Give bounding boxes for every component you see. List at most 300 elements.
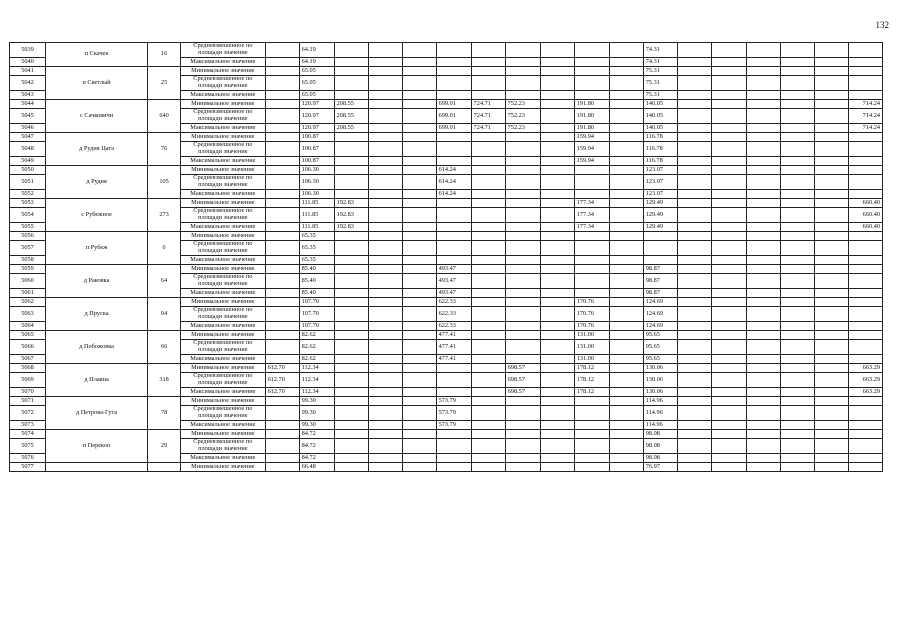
empty-cell (505, 67, 540, 76)
empty-cell (368, 91, 402, 100)
value-cell: 82.62 (299, 355, 334, 364)
empty-cell (334, 388, 368, 397)
empty-cell (265, 43, 299, 58)
value-cell: 159.94 (574, 157, 609, 166)
value-type-label: Средневзвешенное по площади значение (181, 373, 266, 388)
empty-cell (402, 463, 436, 472)
empty-cell (505, 157, 540, 166)
empty-cell (402, 289, 436, 298)
empty-cell (746, 322, 780, 331)
empty-cell (505, 340, 540, 355)
empty-cell (265, 157, 299, 166)
empty-cell (505, 208, 540, 223)
empty-cell (780, 91, 814, 100)
empty-cell (540, 43, 574, 58)
value-type-label: Минимальное значение (181, 364, 266, 373)
empty-cell (711, 274, 746, 289)
value-cell: 714.24 (848, 100, 882, 109)
empty-cell (848, 307, 882, 322)
value-cell: 100.87 (299, 142, 334, 157)
empty-cell (436, 364, 471, 373)
empty-cell (711, 298, 746, 307)
value-cell: 95.65 (643, 355, 677, 364)
empty-cell (265, 463, 299, 472)
empty-cell (505, 190, 540, 199)
empty-cell (265, 67, 299, 76)
empty-cell (780, 67, 814, 76)
empty-cell (609, 388, 643, 397)
empty-cell (746, 307, 780, 322)
empty-cell (746, 133, 780, 142)
empty-cell (780, 355, 814, 364)
empty-cell (677, 289, 711, 298)
empty-cell (746, 463, 780, 472)
value-cell: 95.65 (643, 340, 677, 355)
value-cell: 116.78 (643, 142, 677, 157)
empty-cell (609, 373, 643, 388)
row-id: 5061 (10, 289, 46, 298)
value-type-label: Максимальное значение (181, 289, 266, 298)
empty-cell (574, 463, 609, 472)
empty-cell (609, 298, 643, 307)
empty-cell (814, 355, 848, 364)
empty-cell (814, 100, 848, 109)
empty-cell (814, 133, 848, 142)
empty-cell (471, 307, 505, 322)
empty-cell (677, 124, 711, 133)
empty-cell (746, 43, 780, 58)
empty-cell (780, 265, 814, 274)
empty-cell (402, 208, 436, 223)
empty-cell (814, 265, 848, 274)
empty-cell (711, 190, 746, 199)
value-cell: 208.55 (334, 109, 368, 124)
value-cell: 98.08 (643, 430, 677, 439)
empty-cell (711, 223, 746, 232)
empty-cell (746, 298, 780, 307)
empty-cell (574, 289, 609, 298)
value-type-label: Средневзвешенное по площади значение (181, 274, 266, 289)
empty-cell (677, 241, 711, 256)
value-cell: 191.80 (574, 100, 609, 109)
value-type-label: Максимальное значение (181, 91, 266, 100)
empty-cell (780, 100, 814, 109)
empty-cell (334, 157, 368, 166)
value-cell: 178.12 (574, 388, 609, 397)
empty-cell (265, 190, 299, 199)
settlement-name: п Перекоп (46, 430, 148, 463)
empty-cell (574, 232, 609, 241)
empty-cell (505, 199, 540, 208)
value-cell: 614.24 (436, 166, 471, 175)
empty-cell (505, 439, 540, 454)
empty-cell (265, 124, 299, 133)
value-cell: 98.08 (643, 439, 677, 454)
empty-cell (368, 175, 402, 190)
empty-cell (505, 133, 540, 142)
value-cell: 65.05 (299, 76, 334, 91)
empty-cell (711, 241, 746, 256)
empty-cell (265, 76, 299, 91)
empty-cell (402, 175, 436, 190)
empty-cell (780, 421, 814, 430)
value-type-label: Средневзвешенное по площади значение (181, 43, 266, 58)
empty-cell (471, 166, 505, 175)
empty-cell (848, 58, 882, 67)
value-cell: 112.34 (299, 364, 334, 373)
empty-cell (609, 67, 643, 76)
empty-cell (780, 463, 814, 472)
value-type-label: Средневзвешенное по площади значение (181, 241, 266, 256)
row-id: 5057 (10, 241, 46, 256)
empty-cell (334, 274, 368, 289)
empty-cell (677, 388, 711, 397)
empty-cell (711, 265, 746, 274)
empty-cell (609, 439, 643, 454)
empty-cell (471, 265, 505, 274)
table-row (10, 430, 883, 439)
valuation-table (9, 42, 883, 472)
value-cell: 159.94 (574, 133, 609, 142)
population: 78 (148, 397, 181, 430)
empty-cell (609, 91, 643, 100)
empty-cell (540, 373, 574, 388)
empty-cell (848, 142, 882, 157)
empty-cell (436, 430, 471, 439)
empty-cell (368, 373, 402, 388)
empty-cell (848, 241, 882, 256)
empty-cell (677, 58, 711, 67)
empty-cell (368, 190, 402, 199)
empty-cell (780, 109, 814, 124)
empty-cell (746, 430, 780, 439)
empty-cell (609, 274, 643, 289)
value-cell: 65.35 (299, 256, 334, 265)
empty-cell (609, 256, 643, 265)
empty-cell (368, 256, 402, 265)
empty-cell (677, 100, 711, 109)
row-id: 5051 (10, 175, 46, 190)
empty-cell (471, 364, 505, 373)
empty-cell (609, 421, 643, 430)
settlement-name: д Рудня (46, 166, 148, 199)
empty-cell (677, 307, 711, 322)
empty-cell (368, 100, 402, 109)
empty-cell (643, 241, 677, 256)
value-type-label: Максимальное значение (181, 322, 266, 331)
empty-cell (402, 373, 436, 388)
empty-cell (402, 91, 436, 100)
row-id: 5071 (10, 397, 46, 406)
empty-cell (677, 430, 711, 439)
empty-cell (368, 421, 402, 430)
empty-cell (848, 340, 882, 355)
empty-cell (609, 454, 643, 463)
row-id: 5067 (10, 355, 46, 364)
empty-cell (505, 232, 540, 241)
value-cell: 98.87 (643, 289, 677, 298)
row-id: 5045 (10, 109, 46, 124)
empty-cell (505, 91, 540, 100)
value-type-label: Средневзвешенное по площади значение (181, 76, 266, 91)
empty-cell (677, 175, 711, 190)
empty-cell (677, 67, 711, 76)
empty-cell (848, 67, 882, 76)
empty-cell (368, 58, 402, 67)
empty-cell (677, 256, 711, 265)
empty-cell (780, 388, 814, 397)
empty-cell (848, 76, 882, 91)
settlement-name: с Рубежное (46, 199, 148, 232)
value-cell: 98.08 (643, 454, 677, 463)
settlement-name (46, 463, 148, 472)
empty-cell (746, 100, 780, 109)
empty-cell (334, 256, 368, 265)
empty-cell (848, 166, 882, 175)
empty-cell (677, 43, 711, 58)
empty-cell (402, 307, 436, 322)
empty-cell (746, 274, 780, 289)
empty-cell (746, 331, 780, 340)
empty-cell (368, 274, 402, 289)
empty-cell (265, 241, 299, 256)
empty-cell (402, 388, 436, 397)
empty-cell (677, 373, 711, 388)
empty-cell (540, 430, 574, 439)
empty-cell (334, 241, 368, 256)
empty-cell (677, 190, 711, 199)
value-cell: 170.76 (574, 298, 609, 307)
empty-cell (402, 109, 436, 124)
value-cell: 573.79 (436, 421, 471, 430)
empty-cell (677, 406, 711, 421)
empty-cell (711, 454, 746, 463)
value-cell: 95.65 (643, 331, 677, 340)
row-id: 5074 (10, 430, 46, 439)
empty-cell (436, 232, 471, 241)
empty-cell (677, 355, 711, 364)
empty-cell (471, 175, 505, 190)
value-type-label: Максимальное значение (181, 124, 266, 133)
empty-cell (780, 223, 814, 232)
value-cell: 493.47 (436, 289, 471, 298)
empty-cell (540, 454, 574, 463)
value-cell: 114.96 (643, 406, 677, 421)
empty-cell (746, 340, 780, 355)
value-cell: 85.40 (299, 289, 334, 298)
empty-cell (540, 355, 574, 364)
empty-cell (334, 175, 368, 190)
row-id: 5039 (10, 43, 46, 58)
row-id: 5076 (10, 454, 46, 463)
empty-cell (436, 463, 471, 472)
row-id: 5072 (10, 406, 46, 421)
empty-cell (677, 199, 711, 208)
empty-cell (334, 265, 368, 274)
empty-cell (540, 124, 574, 133)
empty-cell (574, 43, 609, 58)
empty-cell (746, 58, 780, 67)
value-cell: 75.31 (643, 67, 677, 76)
empty-cell (402, 322, 436, 331)
empty-cell (780, 166, 814, 175)
empty-cell (746, 265, 780, 274)
table-row (10, 397, 883, 406)
value-cell: 724.71 (471, 124, 505, 133)
value-cell: 129.49 (643, 199, 677, 208)
empty-cell (848, 274, 882, 289)
value-type-label: Минимальное значение (181, 397, 266, 406)
value-cell: 106.30 (299, 190, 334, 199)
value-cell: 114.96 (643, 397, 677, 406)
empty-cell (540, 340, 574, 355)
empty-cell (746, 109, 780, 124)
row-id: 5069 (10, 373, 46, 388)
empty-cell (471, 331, 505, 340)
empty-cell (848, 439, 882, 454)
empty-cell (609, 142, 643, 157)
population (148, 463, 181, 472)
value-cell: 74.31 (643, 58, 677, 67)
empty-cell (471, 91, 505, 100)
empty-cell (265, 355, 299, 364)
value-cell: 622.33 (436, 307, 471, 322)
empty-cell (746, 373, 780, 388)
empty-cell (505, 58, 540, 67)
row-id: 5054 (10, 208, 46, 223)
population: 64 (148, 265, 181, 298)
empty-cell (265, 142, 299, 157)
empty-cell (402, 100, 436, 109)
empty-cell (402, 406, 436, 421)
table-row (10, 67, 883, 76)
empty-cell (334, 454, 368, 463)
empty-cell (368, 388, 402, 397)
empty-cell (780, 274, 814, 289)
empty-cell (402, 430, 436, 439)
value-cell: 191.80 (574, 109, 609, 124)
empty-cell (814, 439, 848, 454)
row-id: 5055 (10, 223, 46, 232)
empty-cell (402, 157, 436, 166)
empty-cell (540, 142, 574, 157)
value-cell: 116.78 (643, 133, 677, 142)
empty-cell (609, 355, 643, 364)
empty-cell (402, 76, 436, 91)
empty-cell (265, 406, 299, 421)
value-type-label: Максимальное значение (181, 355, 266, 364)
empty-cell (436, 439, 471, 454)
table-row (10, 199, 883, 208)
empty-cell (368, 43, 402, 58)
empty-cell (540, 133, 574, 142)
empty-cell (609, 190, 643, 199)
empty-cell (334, 43, 368, 58)
value-type-label: Максимальное значение (181, 256, 266, 265)
value-cell: 663.29 (848, 373, 882, 388)
empty-cell (746, 421, 780, 430)
value-type-label: Минимальное значение (181, 232, 266, 241)
empty-cell (677, 109, 711, 124)
empty-cell (711, 256, 746, 265)
empty-cell (368, 430, 402, 439)
empty-cell (368, 142, 402, 157)
empty-cell (368, 397, 402, 406)
settlement-name: д Петрова-Гута (46, 397, 148, 430)
empty-cell (334, 430, 368, 439)
empty-cell (746, 439, 780, 454)
empty-cell (746, 223, 780, 232)
population: 6 (148, 232, 181, 265)
population: 16 (148, 43, 181, 67)
empty-cell (505, 307, 540, 322)
row-id: 5063 (10, 307, 46, 322)
value-type-label: Минимальное значение (181, 463, 266, 472)
empty-cell (402, 223, 436, 232)
population: 94 (148, 298, 181, 331)
empty-cell (334, 298, 368, 307)
value-cell: 130.06 (643, 373, 677, 388)
empty-cell (471, 322, 505, 331)
empty-cell (505, 331, 540, 340)
empty-cell (609, 133, 643, 142)
empty-cell (711, 340, 746, 355)
empty-cell (505, 454, 540, 463)
value-cell: 191.80 (574, 124, 609, 133)
value-type-label: Средневзвешенное по площади значение (181, 175, 266, 190)
empty-cell (334, 76, 368, 91)
value-cell: 99.30 (299, 406, 334, 421)
value-cell: 100.87 (299, 157, 334, 166)
value-cell: 752.23 (505, 109, 540, 124)
empty-cell (780, 373, 814, 388)
empty-cell (780, 175, 814, 190)
empty-cell (471, 289, 505, 298)
value-type-label: Максимальное значение (181, 190, 266, 199)
empty-cell (848, 298, 882, 307)
empty-cell (505, 241, 540, 256)
empty-cell (814, 274, 848, 289)
value-cell: 64.19 (299, 43, 334, 58)
empty-cell (540, 322, 574, 331)
value-cell: 131.00 (574, 331, 609, 340)
empty-cell (540, 298, 574, 307)
empty-cell (540, 109, 574, 124)
value-cell: 159.94 (574, 142, 609, 157)
value-cell: 75.31 (643, 76, 677, 91)
empty-cell (471, 298, 505, 307)
empty-cell (609, 166, 643, 175)
value-cell: 131.00 (574, 340, 609, 355)
empty-cell (848, 421, 882, 430)
empty-cell (677, 265, 711, 274)
empty-cell (334, 166, 368, 175)
empty-cell (471, 58, 505, 67)
population: 25 (148, 67, 181, 100)
empty-cell (574, 397, 609, 406)
value-cell: 699.01 (436, 100, 471, 109)
empty-cell (265, 256, 299, 265)
empty-cell (780, 157, 814, 166)
value-cell: 724.71 (471, 100, 505, 109)
value-cell: 111.85 (299, 199, 334, 208)
value-cell: 612.70 (265, 364, 299, 373)
empty-cell (609, 76, 643, 91)
empty-cell (540, 274, 574, 289)
empty-cell (265, 430, 299, 439)
empty-cell (746, 199, 780, 208)
empty-cell (402, 298, 436, 307)
